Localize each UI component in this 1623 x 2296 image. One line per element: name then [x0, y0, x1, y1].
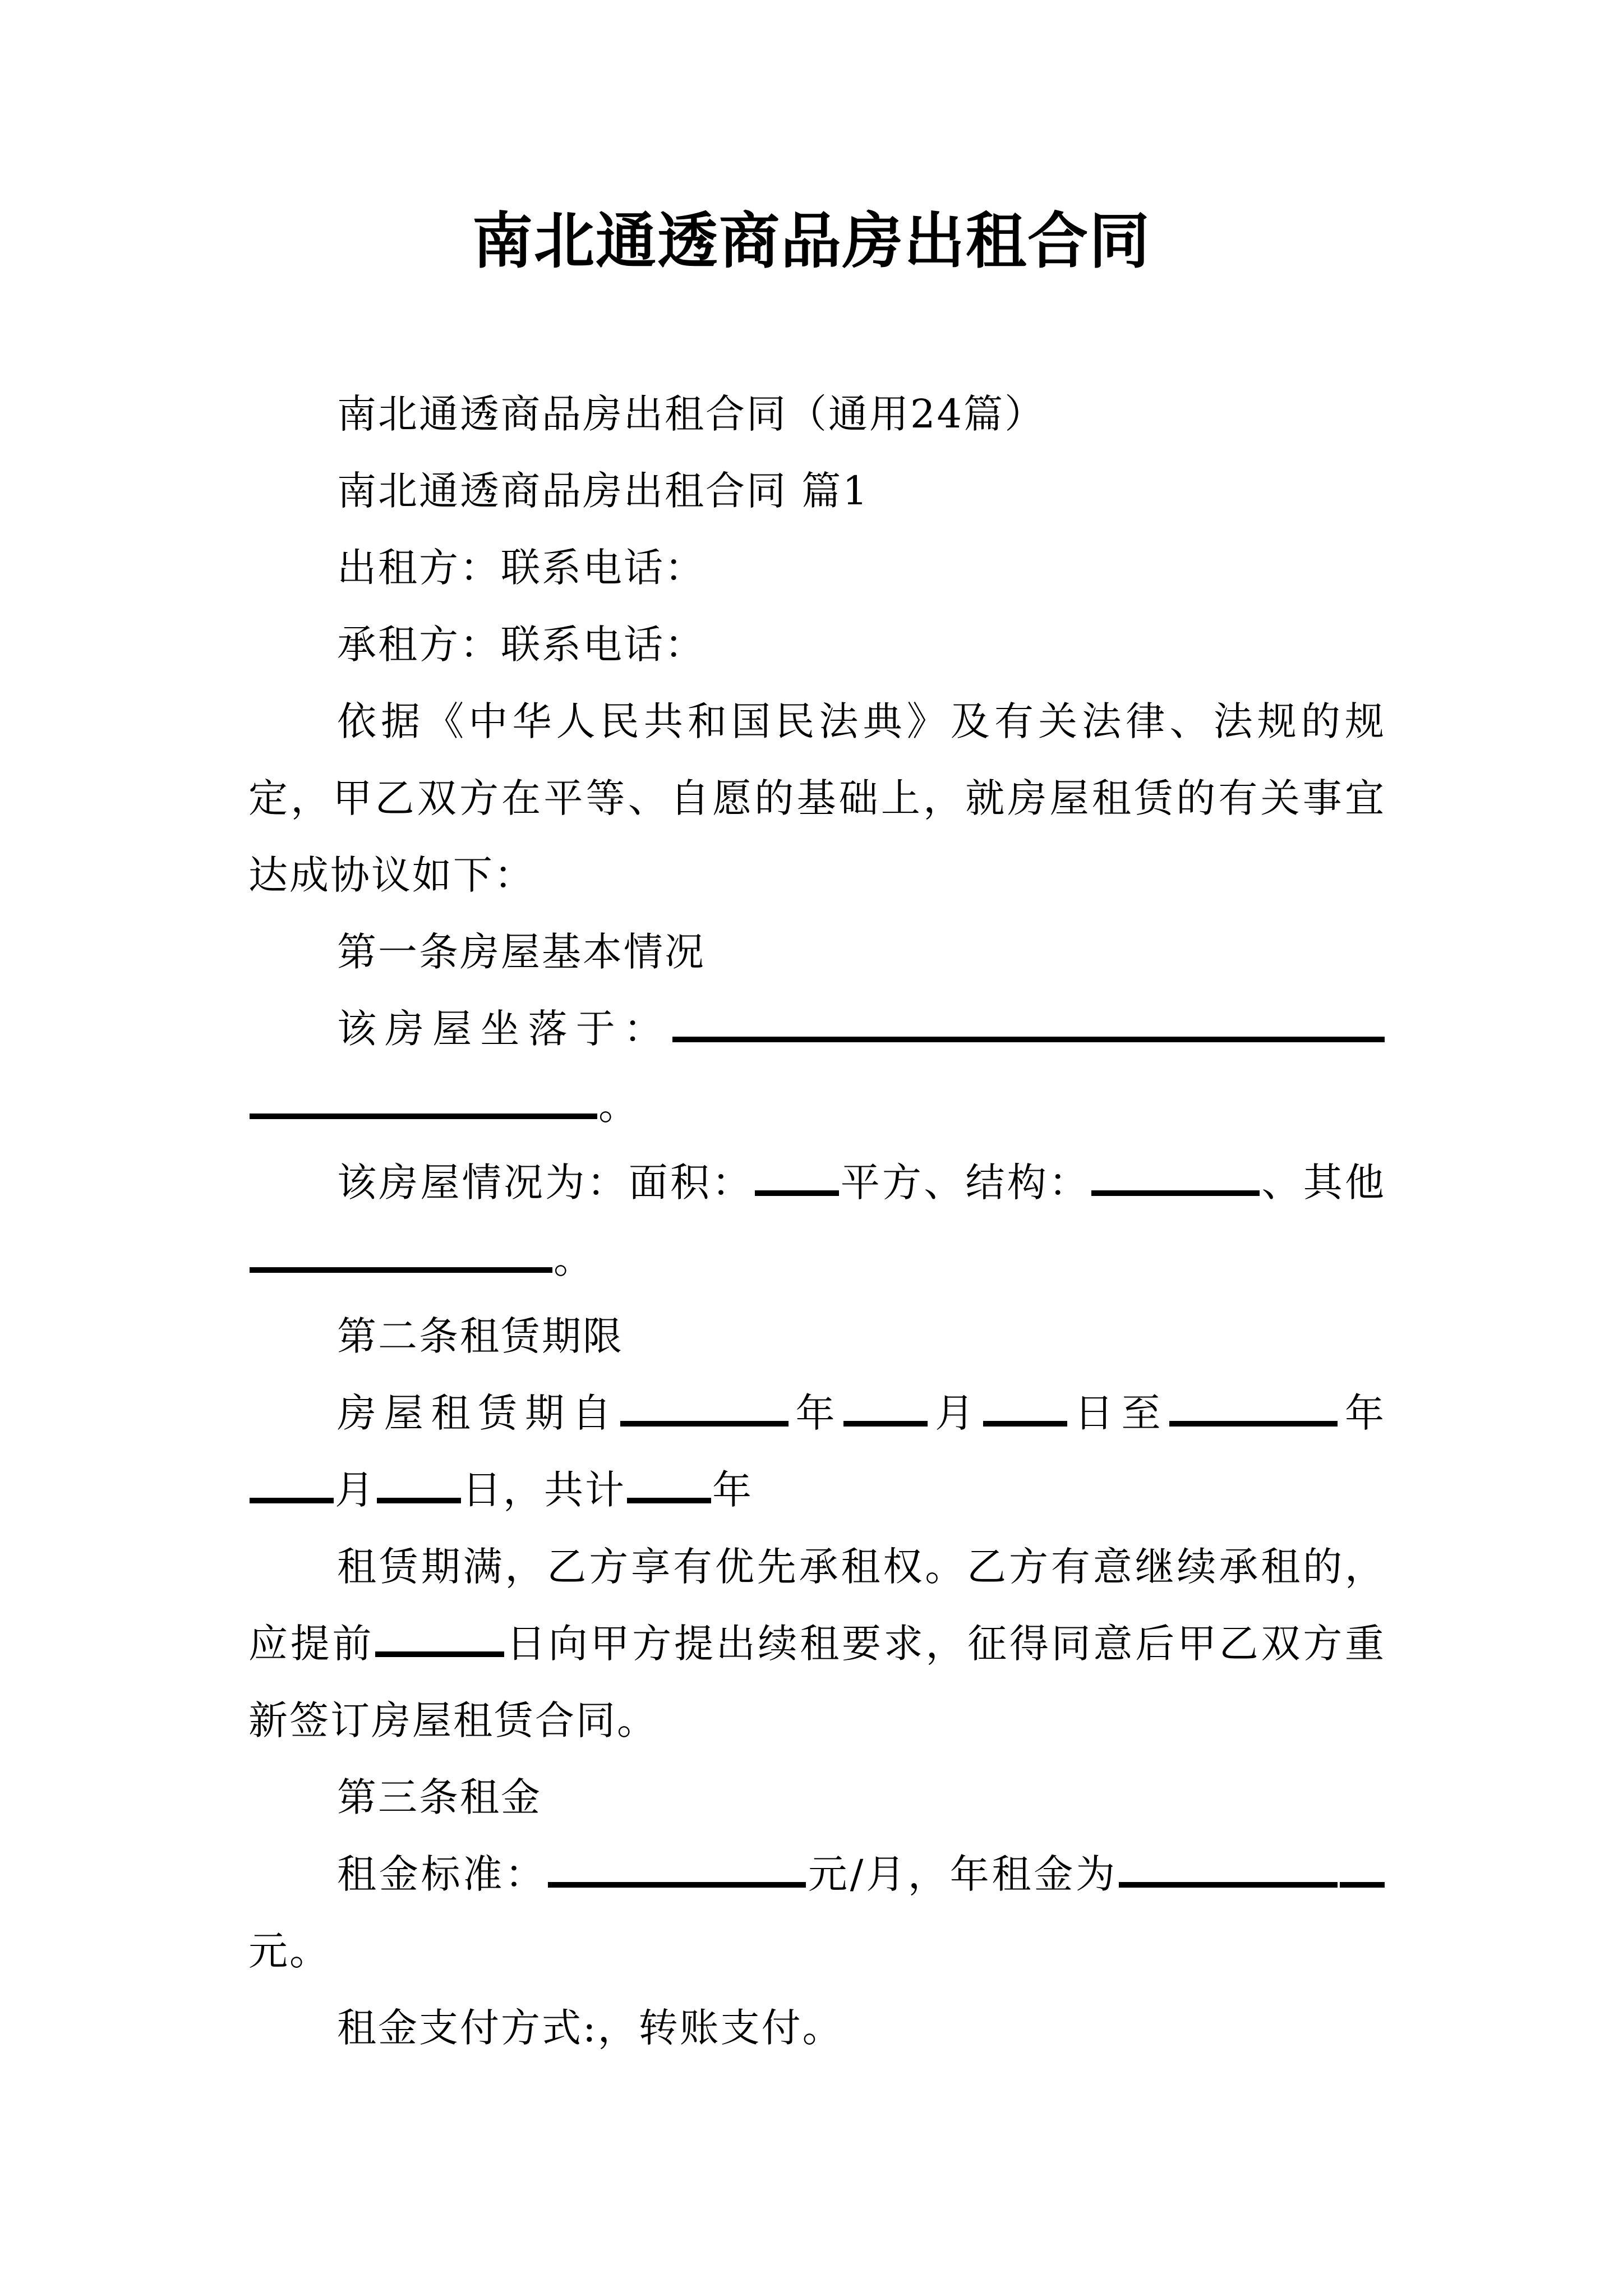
- paragraph-lessor: 出租方：联系电话：: [337, 545, 706, 591]
- paragraph-location: 该房屋坐落于：。: [248, 991, 1386, 1144]
- document-title: 南北通透商品房出租合同: [472, 206, 1151, 277]
- blank-start-day: [983, 1421, 1067, 1427]
- paragraph-article-3-heading: 第三条租金: [337, 1774, 542, 1820]
- blank-location-2: [250, 1114, 597, 1119]
- paragraph-renewal: 租赁期满，乙方享有优先承租权。乙方有意继续承租的，应提前 日向甲方提出续租要求，征得同意后甲乙双方重新签订房屋租赁合同。: [248, 1544, 1386, 1743]
- blank-location-1: [672, 1037, 1385, 1042]
- blank-structure: [1091, 1190, 1260, 1196]
- blank-start-month: [843, 1421, 928, 1427]
- blank-notice-days: [375, 1651, 504, 1657]
- blank-end-day: [377, 1498, 461, 1503]
- paragraph-rent-standard: 租金标准： 元/月，年租金为元。: [248, 1836, 1386, 1990]
- paragraph-house-condition: 该房屋情况为：面积： 平方、结构： 、其他。: [248, 1144, 1386, 1298]
- paragraph-basis: 依据《中华人民共和国民法典》及有关法律、法规的规定，甲乙双方在平等、自愿的基础上，就房屋租赁的有关事宜达成协议如下：: [248, 698, 1386, 898]
- paragraph-subtitle: 南北通透商品房出租合同（通用24篇）: [337, 391, 1046, 437]
- blank-area: [755, 1190, 839, 1196]
- document-body: [248, 376, 1386, 2067]
- blank-end-year: [1169, 1421, 1338, 1427]
- paragraph-lessee: 承租方：联系电话：: [337, 622, 706, 668]
- paragraph-lease-term: 房屋租赁期自 年 月 日至 年月 日，共计 年: [248, 1375, 1386, 1529]
- blank-other: [250, 1267, 552, 1273]
- paragraph-article-1-heading: 第一条房屋基本情况: [337, 929, 706, 975]
- blank-start-year: [620, 1421, 789, 1427]
- paragraph-payment-method: 租金支付方式:，转账支付。: [337, 2005, 843, 2051]
- blank-annual-rent-2: [1340, 1882, 1385, 1888]
- blank-monthly-rent: [548, 1882, 806, 1888]
- blank-annual-rent-1: [1119, 1882, 1338, 1888]
- blank-total-years: [627, 1498, 711, 1503]
- paragraph-article-2-heading: 第二条租赁期限: [337, 1313, 624, 1359]
- paragraph-chapter: 南北通透商品房出租合同 篇1: [337, 468, 869, 514]
- blank-end-month: [250, 1498, 334, 1503]
